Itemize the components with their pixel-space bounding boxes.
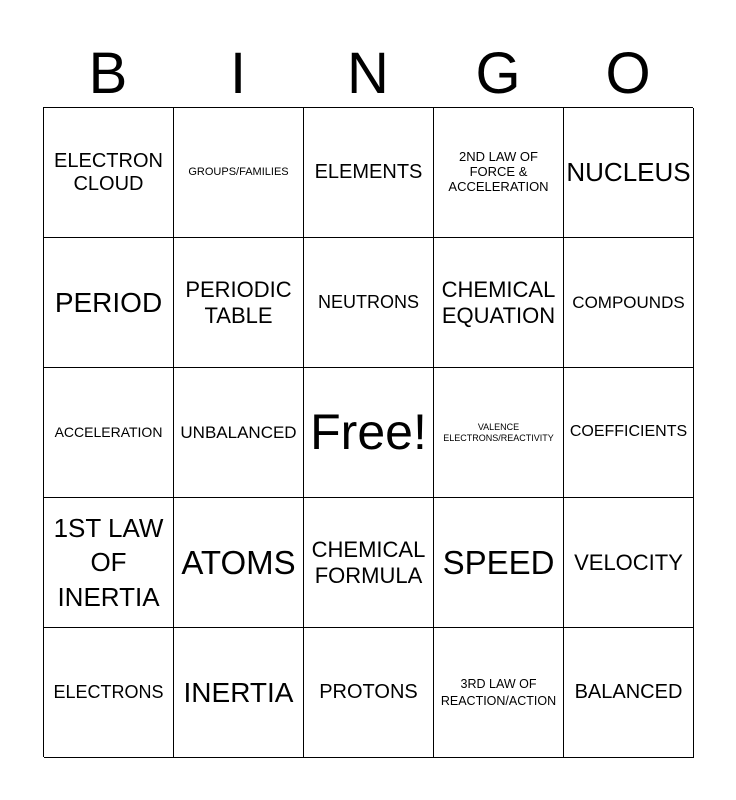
bingo-cell: UNBALANCED [174,368,304,498]
header-letter-n: N [347,41,389,106]
bingo-cell: PERIODIC TABLE [174,238,304,368]
header-letter-i: I [229,41,247,106]
header-letter-o: O [605,41,651,106]
bingo-cell: COMPOUNDS [564,238,694,368]
bingo-cell: ELECTRON CLOUD [44,108,174,238]
bingo-cell: NEUTRONS [304,238,434,368]
bingo-cell: GROUPS/FAMILIES [174,108,304,238]
bingo-cell: VELOCITY [564,498,694,628]
header-letter-b: B [88,41,128,106]
bingo-cell: BALANCED [564,628,694,758]
bingo-cell: SPEED [434,498,564,628]
bingo-cell: 1ST LAW OF INERTIA [44,498,174,628]
bingo-cell: CHEMICAL EQUATION [434,238,564,368]
header-letter-g: G [475,41,521,106]
bingo-header [43,40,693,108]
bingo-cell: 3RD LAW OF REACTION/ACTION [434,628,564,758]
bingo-cell: ACCELERATION [44,368,174,498]
bingo-cell: VALENCE ELECTRONS/REACTIVITY [434,368,564,498]
free-space: Free! [304,368,434,498]
bingo-grid [43,107,693,757]
bingo-cell: ATOMS [174,498,304,628]
bingo-cell: COEFFICIENTS [564,368,694,498]
bingo-cell: PROTONS [304,628,434,758]
bingo-cell: CHEMICAL FORMULA [304,498,434,628]
bingo-cell: INERTIA [174,628,304,758]
bingo-cell: 2ND LAW OF FORCE & ACCELERATION [434,108,564,238]
bingo-cell: NUCLEUS [564,108,694,238]
bingo-cell: ELECTRONS [44,628,174,758]
bingo-cell: ELEMENTS [304,108,434,238]
bingo-cell: PERIOD [44,238,174,368]
